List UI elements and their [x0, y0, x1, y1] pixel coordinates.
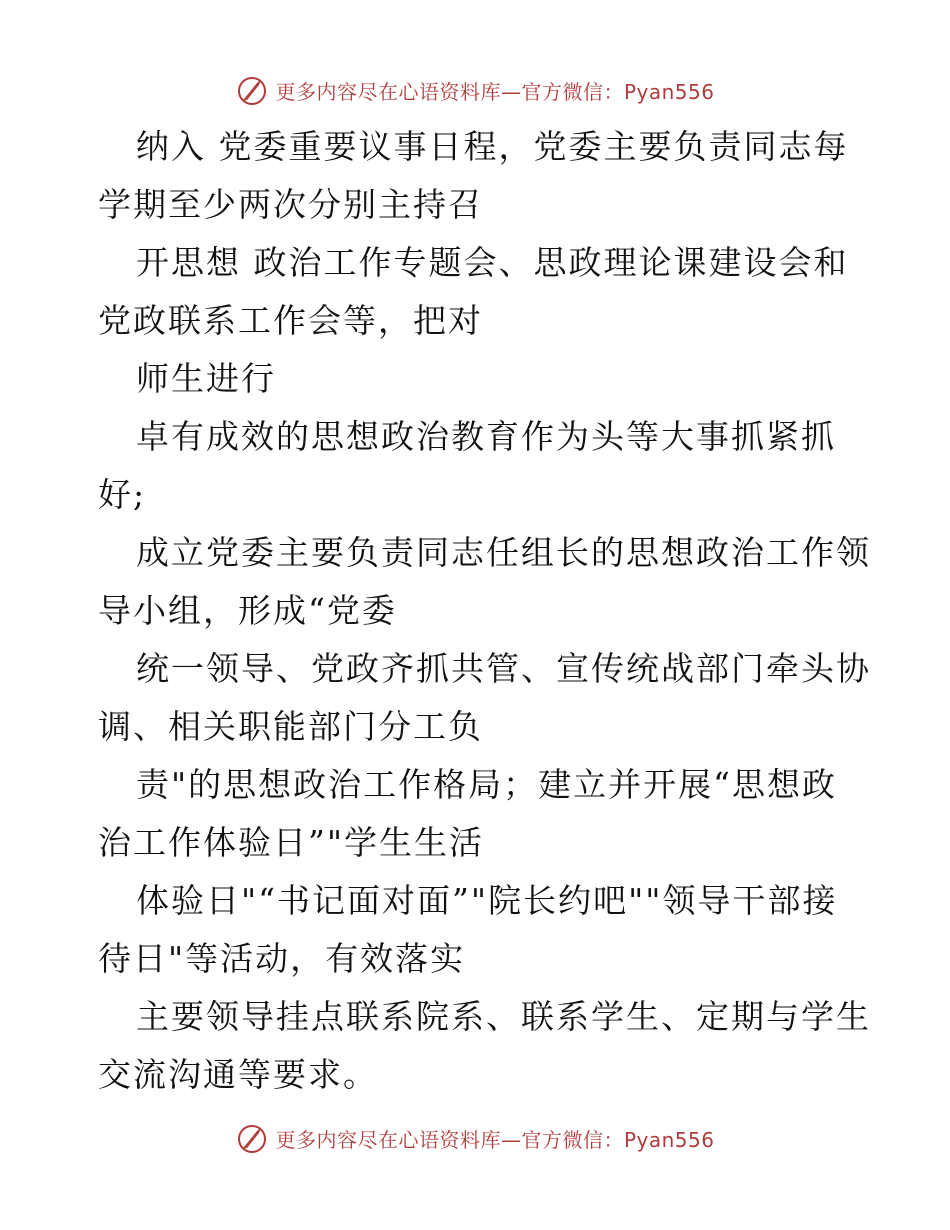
paragraph: [98, 524, 871, 640]
paragraph: [98, 350, 858, 408]
text-line: 待日"等活动，有效落实: [98, 939, 466, 978]
watermark-text: 更多内容尽在心语资料库—官方微信：Pyan556: [275, 79, 715, 104]
text-line: 成立党委主要负责同志任组长的思想政治工作领: [136, 533, 871, 572]
paragraph: [98, 988, 871, 1104]
text-line: 治工作体验日”"学生生活: [98, 823, 485, 862]
paragraph: [98, 756, 858, 872]
text-line: 责"的思想政治工作格局；建立并开展“思想政: [136, 765, 838, 804]
text-line: 交流沟通等要求。: [98, 1055, 378, 1094]
text-line: 体验日"“书记面对面”"院长约吧""领导干部接: [136, 881, 838, 920]
text-line: 主要领导挂点联系院系、联系学生、定期与学生: [136, 997, 871, 1036]
text-line: 纳入 党委重要议事日程，党委主要负责同志每: [136, 127, 849, 166]
text-line: 开思想 政治工作专题会、思政理论课建设会和: [136, 243, 849, 282]
quill-pen-logo-icon: [235, 1121, 269, 1155]
text-line: 调、相关职能部门分工负: [98, 707, 483, 746]
quill-pen-logo-icon: [235, 73, 269, 107]
text-line: 好;: [98, 475, 147, 514]
text-line: 卓有成效的思想政治教育作为头等大事抓紧抓: [136, 417, 836, 456]
paragraph: [98, 408, 858, 524]
text-line: 党政联系工作会等，把对: [98, 301, 483, 340]
document-body: [98, 118, 871, 1104]
watermark-text: 更多内容尽在心语资料库—官方微信：Pyan556: [275, 1127, 715, 1152]
paragraph: [98, 640, 871, 756]
text-line: 导小组，形成“党委: [98, 591, 397, 630]
paragraph: [98, 234, 858, 350]
footer-watermark: [0, 1118, 950, 1158]
text-line: 师生进行: [136, 359, 276, 398]
header-watermark: [0, 70, 950, 110]
text-line: 学期至少两次分别主持召: [98, 185, 483, 224]
text-line: 统一领导、党政齐抓共管、宣传统战部门牵头协: [136, 649, 871, 688]
paragraph: [98, 872, 858, 988]
paragraph: [98, 118, 858, 234]
